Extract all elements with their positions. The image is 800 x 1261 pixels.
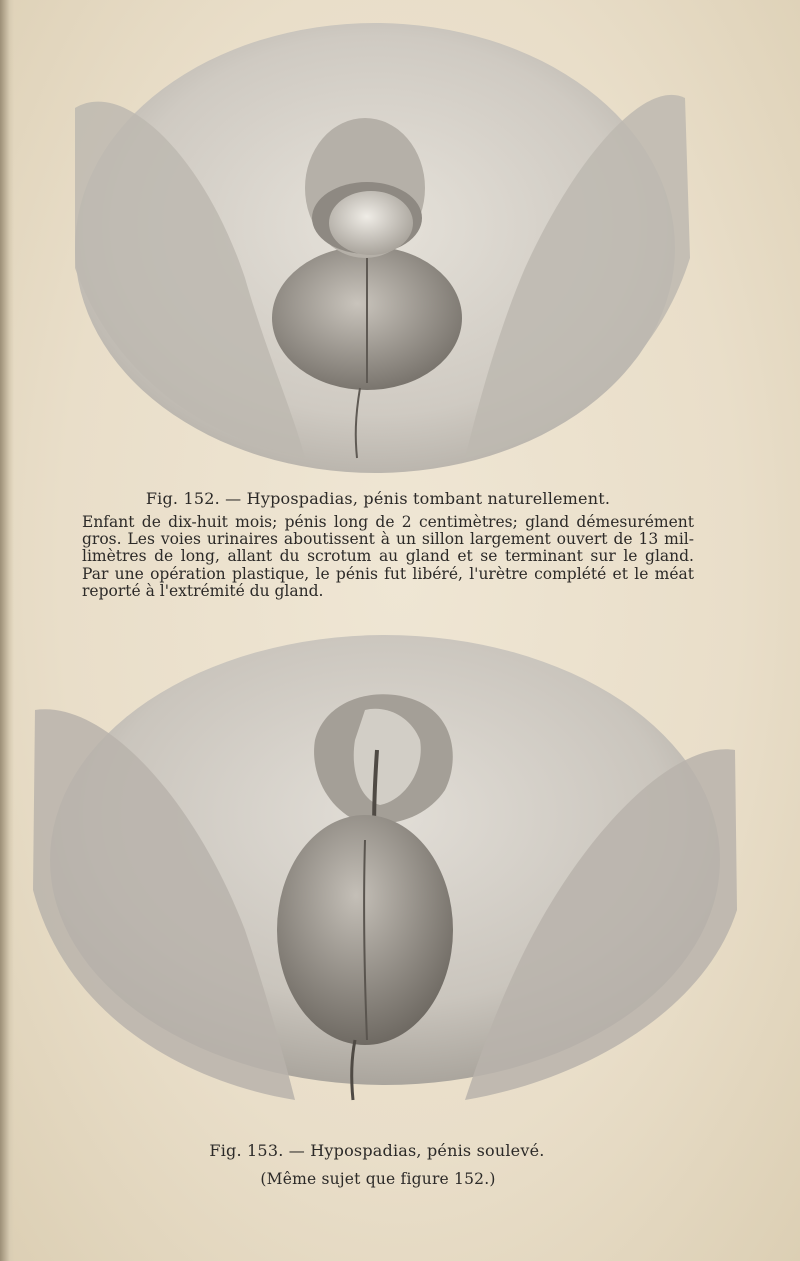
description-line: gros. Les voies urinaires aboutissent à un sillon largement ouvert de 13 mil- xyxy=(82,530,694,549)
figure-153-caption: Fig. 153. — Hypospadias, pénis soulevé. xyxy=(209,1141,545,1160)
description-line: limètres de long, allant du scrotum au gland et se terminant sur le gland. xyxy=(82,547,694,566)
description-line: reporté à l'extrémité du gland. xyxy=(82,581,324,600)
description-line: Par une opération plastique, le pénis fut libéré, l'urètre complété et le méat xyxy=(82,564,694,583)
figure-152-illustration xyxy=(55,18,705,488)
page-spine-shadow xyxy=(0,0,14,1261)
figure-152-caption: Fig. 152. — Hypospadias, pénis tombant naturellement. xyxy=(145,489,611,508)
figure-153-subcaption: (Même sujet que figure 152.) xyxy=(260,1170,496,1188)
figure-152-description xyxy=(82,514,694,600)
figure-153-illustration xyxy=(25,630,745,1130)
description-line: Enfant de dix-huit mois; pénis long de 2 centimètres; gland démesurément xyxy=(82,513,694,531)
